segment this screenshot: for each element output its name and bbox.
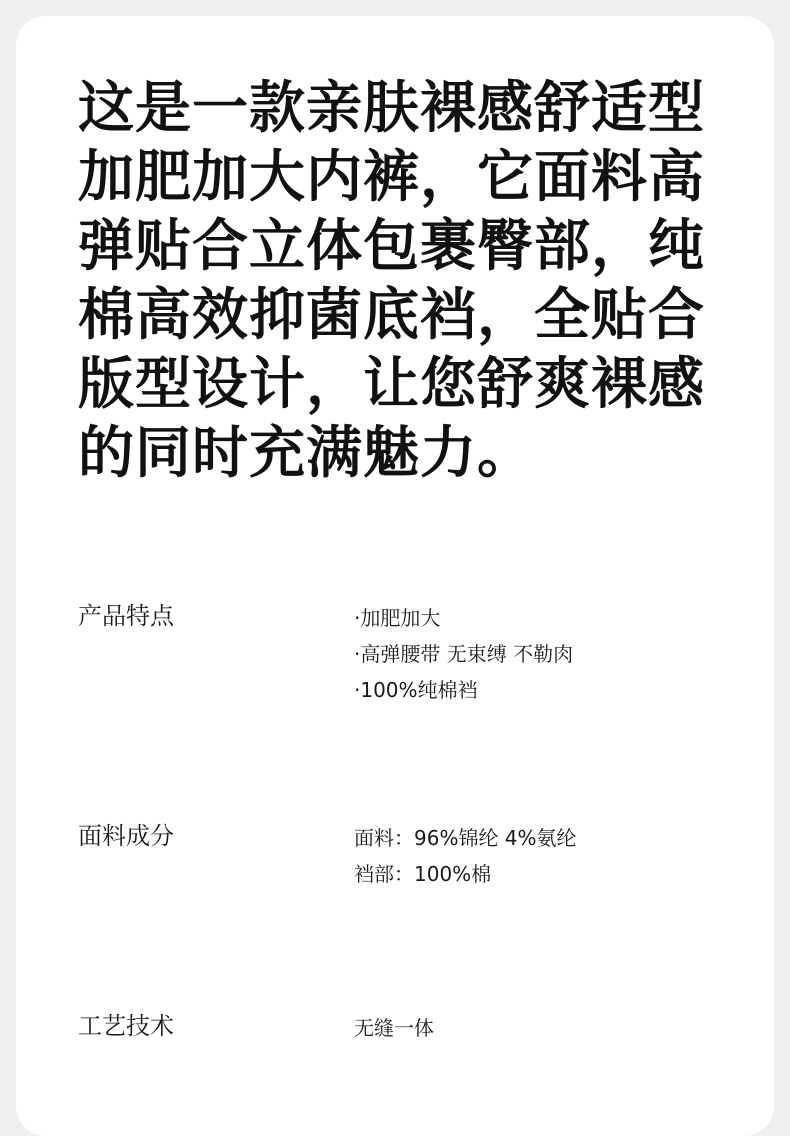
product-detail-card xyxy=(16,16,774,1136)
spec-value: 裆部：100%棉 xyxy=(354,862,492,886)
spec-value: ·高弹腰带 无束缚 不勒肉 xyxy=(354,642,574,666)
spec-value: 面料：96%锦纶 4%氨纶 xyxy=(354,826,577,850)
spec-label-fabric: 面料成分 xyxy=(78,822,174,850)
spec-label-craft: 工艺技术 xyxy=(78,1012,174,1040)
spec-values-features xyxy=(354,600,573,708)
spec-value: ·加肥加大 xyxy=(354,606,441,630)
spec-values-craft xyxy=(354,1010,434,1046)
spec-value: ·100%纯棉裆 xyxy=(354,678,478,702)
product-description-headline: 这是一款亲肤裸感舒适型加肥加大内裤，它面料高弹贴合立体包裹臀部，纯棉高效抑菌底裆，全贴合版型设计，让您舒爽裸感的同时充满魅力。 xyxy=(78,76,705,486)
spec-values-fabric xyxy=(354,820,577,892)
spec-value: 无缝一体 xyxy=(354,1016,434,1040)
spec-label-features: 产品特点 xyxy=(78,602,174,630)
